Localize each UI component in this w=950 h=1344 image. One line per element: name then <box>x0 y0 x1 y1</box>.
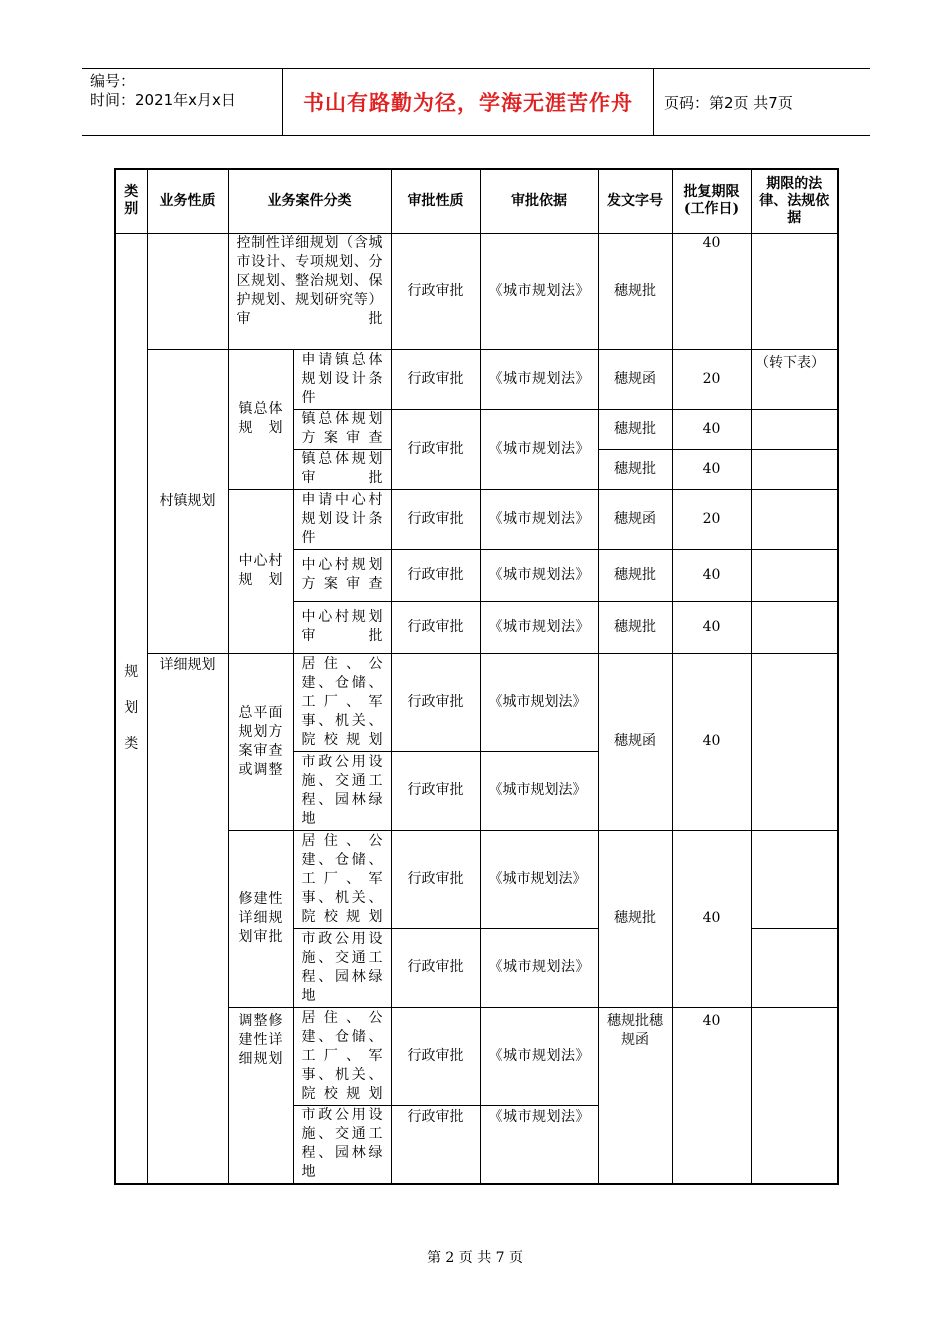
table-header-row <box>115 169 838 233</box>
page-footer: 第 2 页 共 7 页 <box>426 1250 524 1266</box>
approval-basis-cell: 《城市规划法》 <box>480 489 598 549</box>
approval-basis-cell: 《城市规划法》 <box>480 233 598 349</box>
header-approval-basis: 审批依据 <box>480 169 598 233</box>
approval-basis-cell: 《城市规划法》 <box>480 1105 598 1184</box>
approval-nature-cell: 行政审批 <box>391 549 480 601</box>
approval-nature-cell: 行政审批 <box>391 601 480 653</box>
header-meta <box>82 69 282 135</box>
limit-basis-cell <box>751 830 838 928</box>
approval-basis-cell: 《城市规划法》 <box>480 349 598 409</box>
document-number-cell: 穗规批穗规函 <box>598 1007 672 1184</box>
limit-basis-cell <box>751 653 838 830</box>
case-cell: 居住、公建、仓储、工厂、军事、机关、院校规划 <box>293 830 391 928</box>
table-row <box>115 653 838 751</box>
limit-basis-cell <box>751 489 838 549</box>
approval-basis-cell: 《城市规划法》 <box>480 1007 598 1105</box>
approval-basis-cell: 《城市规划法》 <box>480 549 598 601</box>
document-number-label: 编号： <box>90 72 136 90</box>
case-cell: 市政公用设施、交通工程、园林绿地 <box>293 928 391 1007</box>
case-cell: 中心村规划方案审查 <box>293 549 391 601</box>
approval-nature-cell: 行政审批 <box>391 233 480 349</box>
group-label: 修建性详细规划审批 <box>228 830 293 1007</box>
case-cell: 控制性详细规划（含城市设计、专项规划、分区规划、整治规划、保护规划、规划研究等）审批 <box>228 233 391 349</box>
document-number-cell: 穗规批 <box>598 233 672 349</box>
approval-nature-cell: 行政审批 <box>391 409 480 489</box>
approval-nature-cell: 行政审批 <box>391 751 480 830</box>
approval-nature-cell: 行政审批 <box>391 489 480 549</box>
document-date: 时间：2021年x月x日 <box>90 91 236 109</box>
document-number-cell: 穗规批 <box>598 549 672 601</box>
limit-basis-cell <box>751 1007 838 1184</box>
case-cell: 镇总体规划方案审查 <box>293 409 391 449</box>
town-plan-label: 镇总体规划 <box>228 349 293 489</box>
approval-limit-cell: 20 <box>672 489 751 549</box>
case-cell: 居住、公建、仓储、工厂、军事、机关、院校规划 <box>293 653 391 751</box>
limit-basis-cell <box>751 349 838 409</box>
header-category: 类别 <box>115 169 147 233</box>
table-row <box>115 349 838 409</box>
continued-note: （转下表） <box>755 354 825 371</box>
approval-nature-cell: 行政审批 <box>391 349 480 409</box>
approval-nature-cell: 行政审批 <box>391 653 480 751</box>
case-cell: 申请中心村规划设计条件 <box>293 489 391 549</box>
page-header <box>82 68 870 136</box>
document-number-cell: 穗规批 <box>598 601 672 653</box>
document-number-cell: 穗规函 <box>598 653 672 830</box>
header-motto: 书山有路勤为径，学海无涯苦作舟 <box>282 69 654 135</box>
case-cell: 镇总体规划审批 <box>293 449 391 489</box>
case-cell: 市政公用设施、交通工程、园林绿地 <box>293 751 391 830</box>
group-label: 总平面规划方案审查或调整 <box>228 653 293 830</box>
header-case-classification: 业务案件分类 <box>228 169 391 233</box>
approval-basis-cell: 《城市规划法》 <box>480 928 598 1007</box>
case-cell: 申请镇总体规划设计条件 <box>293 349 391 409</box>
category-cell: 规划类 <box>115 233 147 1184</box>
business-nature-cell <box>147 233 228 349</box>
document-number-cell: 穗规批 <box>598 830 672 1007</box>
document-number-cell: 穗规批 <box>598 449 672 489</box>
center-village-plan-label: 中心村规划 <box>228 489 293 653</box>
header-page-number: 页码：第2页 共7页 <box>664 93 793 112</box>
limit-basis-cell <box>751 601 838 653</box>
approval-basis-cell: 《城市规划法》 <box>480 830 598 928</box>
approval-table <box>114 168 839 1185</box>
header-approval-nature: 审批性质 <box>391 169 480 233</box>
limit-basis-cell <box>751 449 838 489</box>
case-cell: 居住、公建、仓储、工厂、军事、机关、院校规划 <box>293 1007 391 1105</box>
approval-basis-cell: 《城市规划法》 <box>480 751 598 830</box>
limit-basis-cell <box>751 233 838 349</box>
approval-limit-cell: 40 <box>672 830 751 1007</box>
approval-limit-cell: 40 <box>672 601 751 653</box>
group-label: 调整修建性详细规划 <box>228 1007 293 1184</box>
limit-basis-cell <box>751 549 838 601</box>
village-planning-label: 村镇规划 <box>147 349 228 653</box>
approval-limit-cell: 40 <box>672 549 751 601</box>
approval-nature-cell: 行政审批 <box>391 1105 480 1184</box>
header-business-nature: 业务性质 <box>147 169 228 233</box>
case-cell: 市政公用设施、交通工程、园林绿地 <box>293 1105 391 1184</box>
approval-basis-cell: 《城市规划法》 <box>480 653 598 751</box>
document-number-cell: 穗规函 <box>598 489 672 549</box>
approval-nature-cell: 行政审批 <box>391 1007 480 1105</box>
approval-limit-cell: 40 <box>672 653 751 830</box>
header-document-number: 发文字号 <box>598 169 672 233</box>
approval-limit-cell: 40 <box>672 1007 751 1184</box>
approval-limit-cell: 40 <box>672 409 751 449</box>
header-approval-limit: 批复期限(工作日) <box>672 169 751 233</box>
approval-nature-cell: 行政审批 <box>391 928 480 1007</box>
header-limit-basis: 期限的法律、法规依据 <box>751 169 838 233</box>
limit-basis-cell <box>751 928 838 1007</box>
approval-basis-cell: 《城市规划法》 <box>480 601 598 653</box>
document-number-cell: 穗规批 <box>598 409 672 449</box>
detailed-planning-label: 详细规划 <box>147 653 228 1184</box>
approval-limit-cell: 20 <box>672 349 751 409</box>
approval-limit-cell: 40 <box>672 449 751 489</box>
table-row <box>115 233 838 349</box>
approval-basis-cell: 《城市规划法》 <box>480 409 598 489</box>
approval-nature-cell: 行政审批 <box>391 830 480 928</box>
document-number-cell: 穗规函 <box>598 349 672 409</box>
approval-limit-cell: 40 <box>672 233 751 349</box>
limit-basis-cell <box>751 409 838 449</box>
case-cell: 中心村规划审批 <box>293 601 391 653</box>
